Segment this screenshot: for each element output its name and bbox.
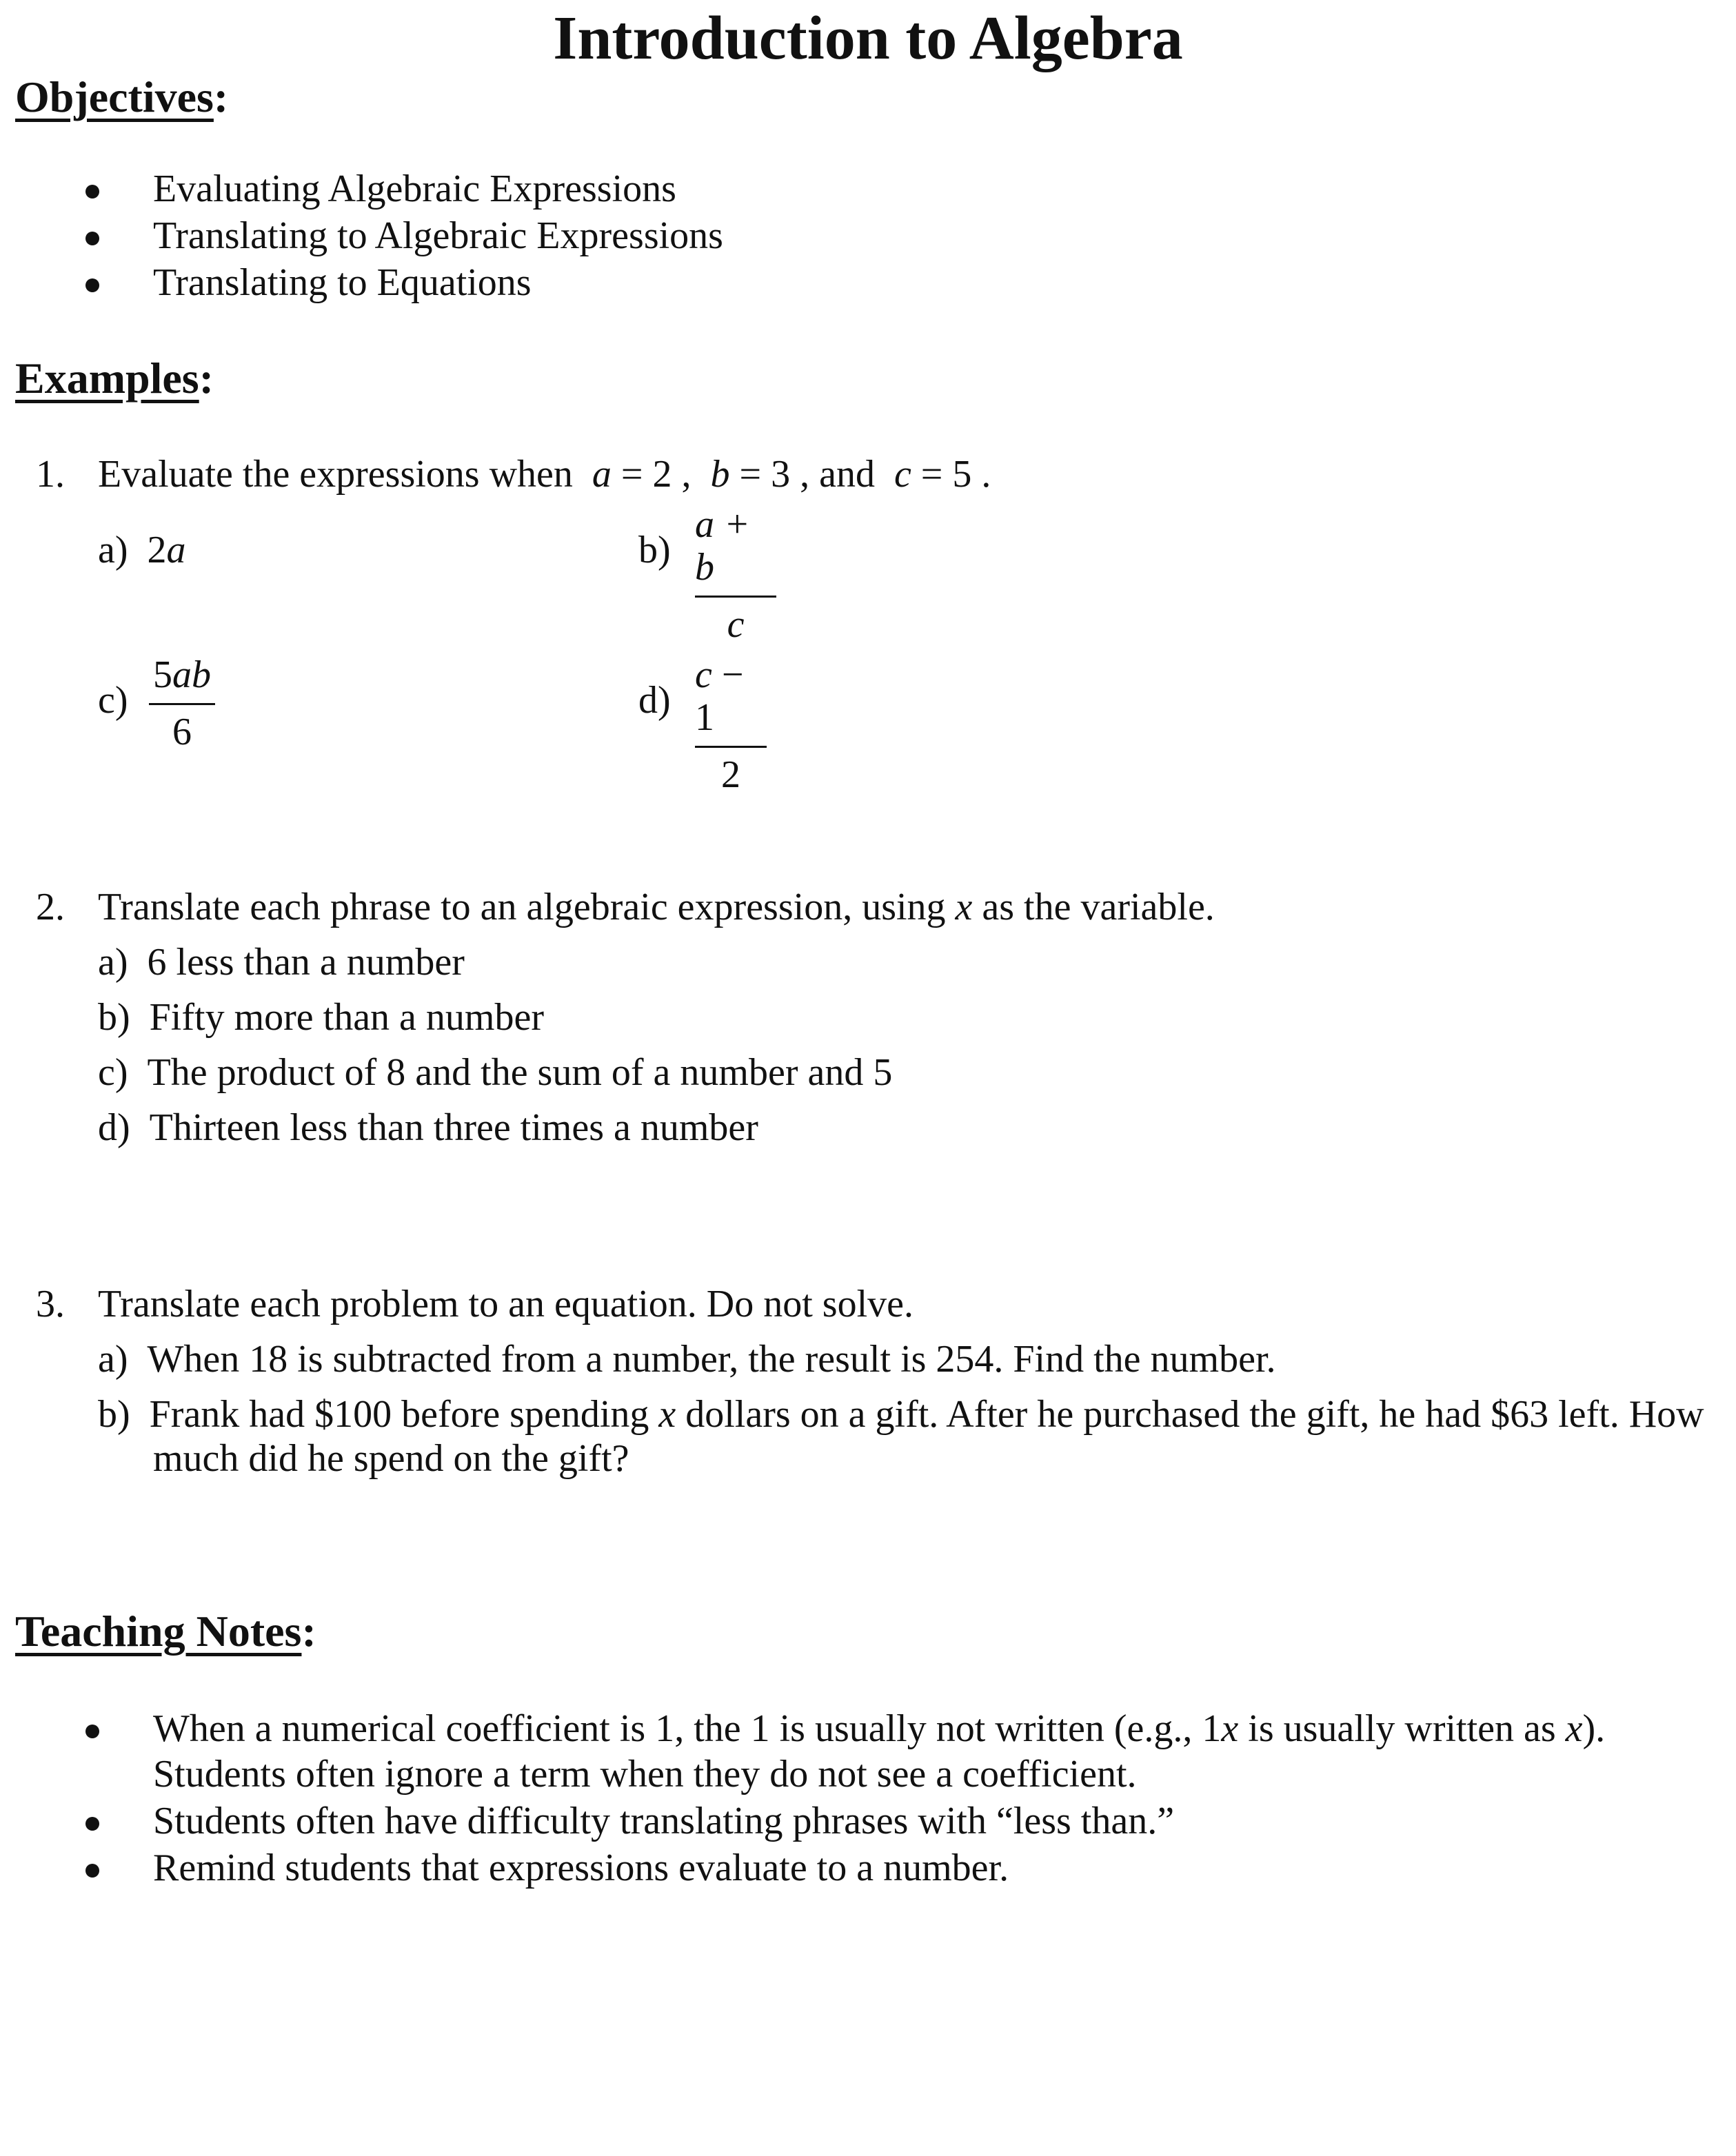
example-1d-var: c [695,653,712,696]
teaching-note-2: Students often have difficulty translating phrases with “less than.” [153,1800,1175,1842]
examples-heading [15,353,214,404]
example-1c-fraction [149,653,215,753]
note-1-var2: x [1565,1707,1583,1750]
teaching-notes-heading-text: Teaching Notes [15,1607,302,1656]
example-1d-fraction [695,653,767,796]
note-1-end: ). [1582,1707,1606,1750]
example-2b-label: b) [98,996,130,1039]
example-3a-label: a) [98,1338,128,1381]
example-2-prompt [98,885,1215,929]
example-3a-text: When 18 is subtracted from a number, the result is 254. Find the number. [147,1338,1276,1381]
var-b: b [710,453,730,496]
example-1d-numerator [695,653,767,739]
example-1c-vars: ab [172,653,211,696]
bullet-icon [85,232,99,245]
example-3a [98,1337,1276,1381]
teaching-notes-colon: : [301,1607,316,1656]
example-3b-text-after: dollars on a gift. After he purchased the gift, he had $63 left. How [685,1393,1704,1436]
example-2d-label: d) [98,1106,130,1149]
example-2b [98,995,544,1039]
example-1d-rest: − 1 [695,653,744,739]
teaching-note-3: Remind students that expressions evaluate to a number. [153,1847,1009,1889]
assign-c: = 5 . [920,453,991,496]
example-3-text: Translate each problem to an equation. Do not solve. [98,1283,914,1325]
example-2a [98,940,465,984]
bullet-icon [85,185,99,199]
example-2c [98,1050,892,1095]
teaching-notes-heading [15,1606,316,1657]
teaching-note-1-line2: Students often ignore a term when they do not see a coefficient. [153,1753,1137,1796]
example-3b-var: x [658,1393,676,1436]
example-1-text: Evaluate the expressions when [98,453,573,496]
example-1c-coef: 5 [153,653,172,696]
assign-b: = 3 , and [739,453,875,496]
note-1-var1: x [1221,1707,1239,1750]
teaching-note-1 [153,1707,1605,1751]
example-2-var: x [955,886,973,928]
example-1a-label: a) [98,529,128,571]
example-1c-label: c) [98,679,128,722]
objectives-colon: : [213,72,229,121]
example-1c-denominator: 6 [172,711,192,753]
example-2b-text: Fifty more than a number [149,996,544,1039]
example-1a-var: a [166,529,186,571]
example-1-number: 1. [36,453,65,496]
example-1c-numerator [153,653,211,696]
page-title: Introduction to Algebra [553,4,1183,72]
example-2-text-after: as the variable. [982,886,1215,928]
example-2d-text: Thirteen less than three times a number [149,1106,758,1149]
objectives-heading [15,72,228,123]
example-1b-denominator: c [727,603,745,646]
fraction-bar [695,596,776,598]
example-1b-label: b) [638,529,671,571]
objective-item-1: Evaluating Algebraic Expressions [153,167,676,210]
example-3b-line2: much did he spend on the gift? [153,1437,629,1480]
example-1b-numerator: a + b [695,503,750,589]
bullet-icon [85,1725,99,1738]
note-1-mid: is usually written as [1238,1707,1566,1750]
examples-heading-text: Examples [15,354,199,403]
example-3b [98,1392,1704,1436]
example-2-text-before: Translate each phrase to an algebraic expression, using [98,886,946,928]
bullet-icon [85,1864,99,1878]
example-2c-label: c) [98,1051,128,1094]
example-3b-label: b) [98,1393,130,1436]
objective-item-3: Translating to Equations [153,261,532,304]
bullet-icon [85,1817,99,1831]
example-2-number: 2. [36,886,65,928]
var-c: c [894,453,911,496]
example-2a-text: 6 less than a number [147,941,465,984]
example-3b-text-before: Frank had $100 before spending [149,1393,649,1436]
var-a: a [592,453,612,496]
fraction-bar [149,703,215,705]
fraction-bar [695,746,767,748]
example-1b-fraction [695,503,776,646]
example-2a-label: a) [98,941,128,984]
assign-a: = 2 , [620,453,692,496]
example-3-number: 3. [36,1283,65,1325]
bullet-icon [85,278,99,292]
example-1d-denominator: 2 [721,753,740,796]
objective-item-2: Translating to Algebraic Expressions [153,214,723,257]
objectives-heading-text: Objectives [15,72,214,121]
example-2c-text: The product of 8 and the sum of a number and 5 [147,1051,893,1094]
example-1-prompt [98,452,991,496]
note-1-before: When a numerical coefficient is 1, the 1 is usually not written (e.g., 1 [153,1707,1222,1750]
examples-colon: : [199,354,214,403]
example-1a [98,528,186,572]
example-1a-coef: 2 [147,529,167,571]
example-1d-label: d) [638,679,671,722]
example-2d [98,1106,758,1150]
